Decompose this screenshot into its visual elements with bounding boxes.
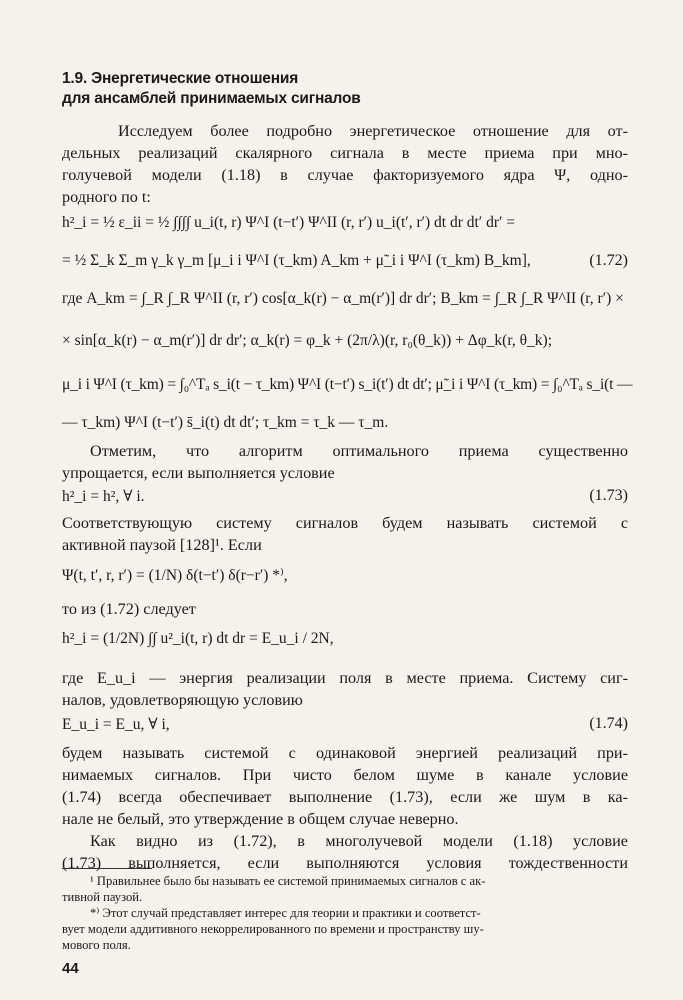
paragraph-6-line-4: нале не белый, это утверждение в общем случае неверно. — [62, 810, 459, 828]
paragraph-5-line-2: налов, удовлетворяющую условию — [62, 691, 303, 709]
paragraph-2-line-2: упрощается, если выполняется условие — [62, 464, 335, 482]
equation-white-noise-kernel: Ψ(t, t′, r, r′) = (1/N) δ(t−t′) δ(r−r′) *⁾, — [62, 567, 288, 584]
equation-mu-continued: — τ_km) Ψ^I (t−t′) s̄_i(t) dt dt′; τ_km = τ_k — τ_m. — [62, 414, 389, 431]
equation-number-1-73: (1.73) — [589, 487, 628, 504]
paragraph-1-line-3: голучевой модели (1.18) в случае факторизуемого ядра Ψ, одно- — [62, 166, 628, 184]
paragraph-5-line-1: где E_u_i — энергия реализации поля в месте приема. Систему сиг- — [62, 669, 628, 687]
paragraph-2-line-1: Отметим, что алгоритм оптимального приема существенно — [90, 442, 628, 460]
equation-akm-bkm: где A_km = ∫_R ∫_R Ψ^II (r, r′) cos[α_k(r) − α_m(r′)] dr dr′; B_km = ∫_R ∫_R Ψ^II (r, r′) × — [62, 290, 624, 307]
paragraph-3-line-1: Соответствующую систему сигналов будем называть системой с — [62, 514, 628, 532]
paragraph-3-line-2: активной паузой [128]¹. Если — [62, 536, 262, 554]
footnote-divider — [62, 868, 152, 869]
paragraph-4-line-1: то из (1.72) следует — [62, 600, 196, 618]
equation-energy-ratio: h²_i = ½ ε_ii = ½ ∫∫∫∫ u_i(t, r) Ψ^I (t−t′) Ψ^II (r, r′) u_i(t′, r′) dt dr dt′ dr′ = — [62, 214, 515, 231]
paragraph-6-line-2: нимаемых сигналов. При чисто белом шуме в канале условие — [62, 766, 628, 784]
equation-number-1-74: (1.74) — [589, 715, 628, 732]
footnote-2-line-2: вует модели аддитивного некоррелированного по времени и пространству шу- — [62, 922, 484, 936]
paragraph-1-line-4: родного по t: — [62, 188, 151, 206]
paragraph-7-line-1: Как видно из (1.72), в многолучевой модели (1.18) условие — [90, 832, 628, 850]
equation-alpha-k: × sin[α_k(r) − α_m(r′)] dr dr′; α_k(r) = φ_k + (2π/λ)(r, r₀(θ_k)) + Δφ_k(r, θ_k); — [62, 332, 553, 349]
equation-mu-correlation: μ_i i Ψ^I (τ_km) = ∫₀^Tₐ s_i(t − τ_km) Ψ^I (t−t′) s_i(t′) dt dt′; μ̃_i i Ψ^I (τ_km) = ∫₀^Tₐ s_i(t — — [62, 376, 633, 393]
equation-energy-sum: = ½ Σ_k Σ_m γ_k γ_m [μ_i i Ψ^I (τ_km) A_km + μ̃_i i Ψ^I (τ_km) B_km], — [62, 252, 531, 269]
equation-equal-energy: E_u_i = E_u, ∀ i, — [62, 716, 170, 733]
paragraph-1-line-2: дельных реализаций скалярного сигнала в месте приема при мно- — [62, 144, 628, 162]
equation-number-1-72: (1.72) — [589, 252, 628, 269]
section-heading-line-2: для ансамблей принимаемых сигналов — [62, 90, 361, 107]
paragraph-7-line-2: (1.73) выполняется, если выполняются условия тождественности — [62, 854, 628, 872]
equation-equal-ratio: h²_i = h², ∀ i. — [62, 488, 145, 505]
footnote-2-line-3: мового поля. — [62, 938, 131, 952]
footnote-2-line-1: *⁾ Этот случай представляет интерес для теории и практики и соответст- — [90, 906, 481, 920]
paragraph-6-line-3: (1.74) всегда обеспечивает выполнение (1.73), если же шум в ка- — [62, 788, 628, 806]
paragraph-1-line-1: Исследуем более подробно энергетическое отношение для от- — [118, 122, 628, 140]
equation-energy-white-noise: h²_i = (1/2N) ∫∫ u²_i(t, r) dt dr = E_u_i / 2N, — [62, 630, 334, 647]
section-heading-line-1: 1.9. Энергетические отношения — [62, 70, 299, 87]
paragraph-6-line-1: будем называть системой с одинаковой энергией реализаций при- — [62, 744, 628, 762]
footnote-1-line-2: тивной паузой. — [62, 890, 143, 904]
footnote-1-line-1: ¹ Правильнее было бы называть ее системой принимаемых сигналов с ак- — [90, 874, 486, 888]
page-number: 44 — [62, 960, 79, 977]
